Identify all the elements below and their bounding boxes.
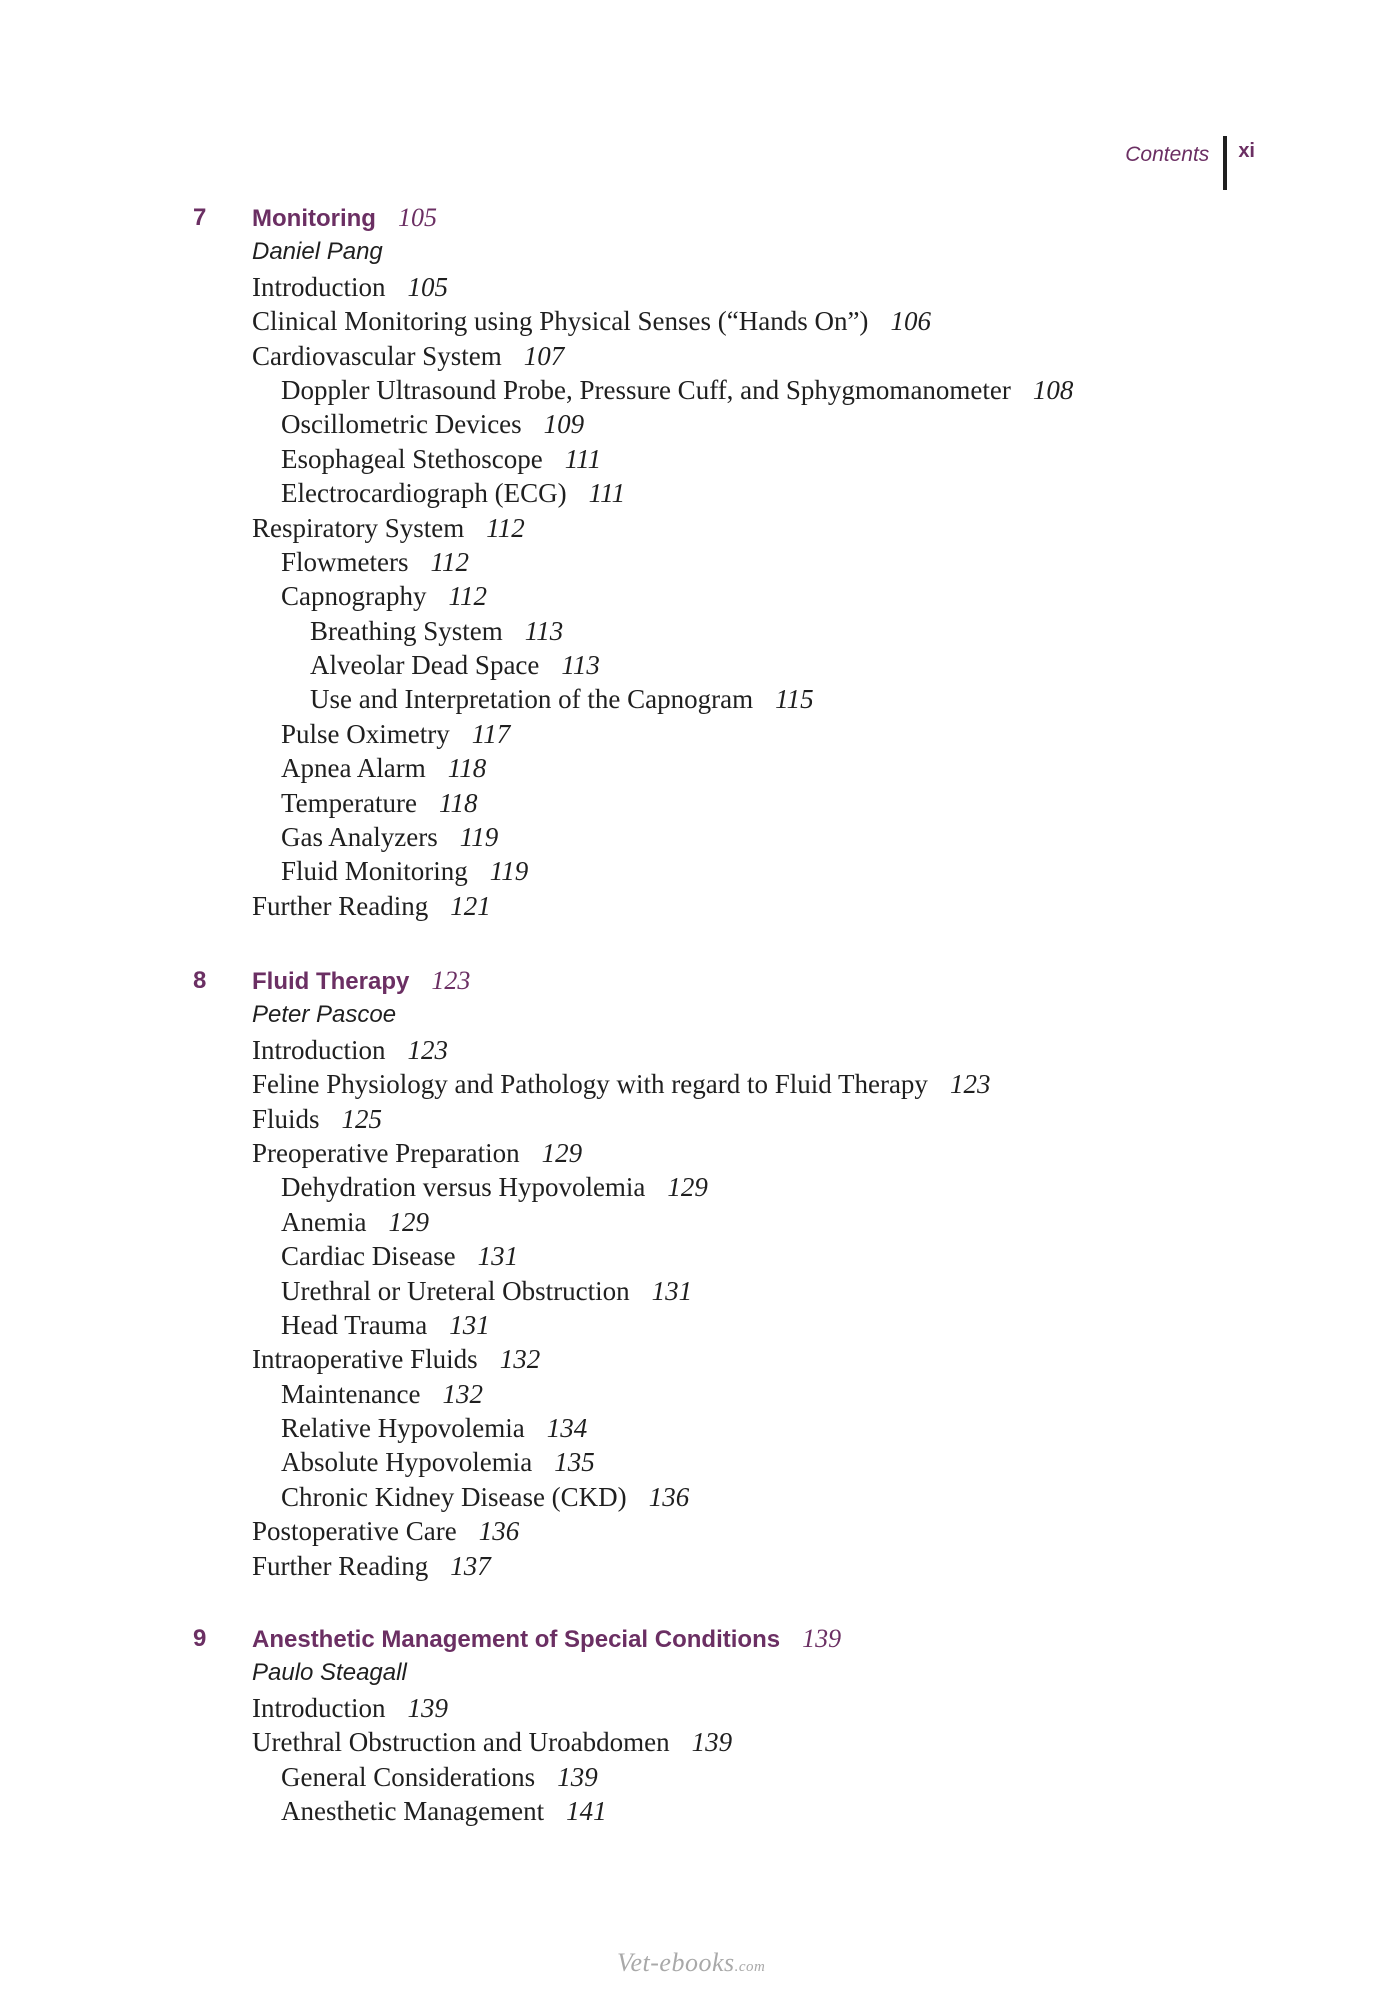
toc-entry-page: 129 bbox=[388, 1206, 429, 1237]
toc-entry-title: Fluids bbox=[252, 1103, 320, 1134]
toc-entry[interactable] bbox=[0, 476, 1393, 510]
toc-entry-level-2[interactable] bbox=[281, 1411, 587, 1445]
toc-entry-page: 113 bbox=[561, 650, 600, 681]
toc-entry[interactable] bbox=[0, 1725, 1393, 1759]
toc-entry-level-1[interactable] bbox=[252, 1725, 732, 1759]
toc-entry-title: Gas Analyzers bbox=[281, 822, 438, 853]
toc-entry-level-1[interactable] bbox=[252, 304, 931, 338]
toc-entry[interactable] bbox=[0, 304, 1393, 338]
toc-entry-level-2[interactable] bbox=[281, 717, 510, 751]
toc-entry-page: 119 bbox=[489, 856, 529, 887]
toc-entry-page: 106 bbox=[890, 306, 931, 337]
toc-entry-title: Cardiac Disease bbox=[281, 1241, 456, 1272]
toc-entry[interactable] bbox=[0, 1480, 1393, 1514]
toc-entry-page: 112 bbox=[430, 546, 469, 577]
toc-entry[interactable] bbox=[0, 1067, 1393, 1101]
toc-entry[interactable] bbox=[0, 1308, 1393, 1342]
chapter-title[interactable] bbox=[252, 201, 437, 236]
toc-entry-page: 112 bbox=[486, 512, 525, 543]
chapter-heading[interactable] bbox=[0, 1622, 1393, 1656]
toc-entry-page: 117 bbox=[471, 718, 511, 749]
toc-entry-page: 123 bbox=[407, 1034, 448, 1065]
toc-entry-page: 139 bbox=[691, 1727, 733, 1758]
chapter-number: 9 bbox=[193, 1625, 207, 1652]
toc-entry[interactable] bbox=[0, 1342, 1393, 1376]
author-row bbox=[0, 1656, 1393, 1690]
chapter-author: Peter Pascoe bbox=[252, 1001, 397, 1029]
toc-entry-page: 112 bbox=[448, 581, 487, 612]
toc-entry-page: 121 bbox=[450, 890, 491, 921]
header-rule bbox=[1223, 136, 1227, 190]
toc-entry-level-2[interactable] bbox=[281, 407, 584, 441]
toc-entry-level-2[interactable] bbox=[281, 1274, 692, 1308]
toc-entry-title: Doppler Ultrasound Probe, Pressure Cuff, and Sphygmomanometer bbox=[281, 374, 1011, 405]
chapter-page: 105 bbox=[397, 203, 437, 232]
toc-entry-page: 131 bbox=[651, 1275, 693, 1306]
toc-entry-title: Electrocardiograph (ECG) bbox=[281, 478, 567, 509]
chapter-block bbox=[0, 201, 1393, 923]
toc-entry-page: 137 bbox=[450, 1550, 491, 1581]
chapter-author: Daniel Pang bbox=[252, 238, 383, 266]
toc-entry[interactable] bbox=[0, 1760, 1393, 1794]
chapter-title-text: Fluid Therapy bbox=[252, 968, 410, 995]
toc-entry-level-1[interactable] bbox=[252, 1342, 540, 1376]
toc-entry-title: Esophageal Stethoscope bbox=[281, 443, 543, 474]
toc-entry-title: Maintenance bbox=[281, 1378, 421, 1409]
toc-entry-page: 119 bbox=[459, 822, 499, 853]
toc-entry[interactable] bbox=[0, 751, 1393, 785]
toc-entry-page: 105 bbox=[407, 271, 448, 302]
chapter-page: 139 bbox=[802, 1624, 842, 1653]
toc-entry[interactable] bbox=[0, 1102, 1393, 1136]
toc-entry-title: Introduction bbox=[252, 1034, 386, 1065]
chapter-title-text: Anesthetic Management of Special Conditions bbox=[252, 1626, 781, 1653]
toc-entry[interactable] bbox=[0, 1411, 1393, 1445]
toc-entry[interactable] bbox=[0, 1514, 1393, 1548]
running-header-section: Contents bbox=[1125, 143, 1210, 166]
toc-entry-title: Alveolar Dead Space bbox=[310, 650, 540, 681]
toc-entry-page: 136 bbox=[478, 1516, 520, 1547]
toc-entry-level-2[interactable] bbox=[281, 1377, 483, 1411]
toc-entry-level-3[interactable] bbox=[310, 648, 600, 682]
toc-entry-level-1[interactable] bbox=[252, 889, 491, 923]
toc-entry-title: Flowmeters bbox=[281, 546, 409, 577]
chapter-page: 123 bbox=[431, 966, 471, 995]
toc-entry-page: 132 bbox=[442, 1378, 483, 1409]
author-row bbox=[0, 998, 1393, 1032]
toc-entry-title: Introduction bbox=[252, 1692, 386, 1723]
toc-entry-page: 115 bbox=[775, 684, 814, 715]
toc-entry-level-2[interactable] bbox=[281, 1760, 598, 1794]
chapter-heading[interactable] bbox=[0, 201, 1393, 235]
toc-entry-level-2[interactable] bbox=[281, 476, 625, 510]
toc-entry[interactable] bbox=[0, 339, 1393, 373]
toc-entry-level-2[interactable] bbox=[281, 1480, 689, 1514]
toc-entry-page: 118 bbox=[447, 753, 487, 784]
toc-entry-level-1[interactable] bbox=[252, 1067, 990, 1101]
toc-entry-level-2[interactable] bbox=[281, 751, 486, 785]
watermark-text: Vet-ebooks bbox=[617, 1948, 735, 1977]
toc-entry-title: Temperature bbox=[281, 787, 418, 818]
toc-entry[interactable] bbox=[0, 1033, 1393, 1067]
watermark-suffix: .com bbox=[734, 1959, 766, 1975]
toc-entry-page: 131 bbox=[477, 1241, 519, 1272]
toc-entry[interactable] bbox=[0, 407, 1393, 441]
toc-entry-title: Further Reading bbox=[252, 890, 429, 921]
toc-entry-level-2[interactable] bbox=[281, 786, 478, 820]
toc-entry-title: Capnography bbox=[281, 581, 427, 612]
toc-entry-page: 135 bbox=[554, 1447, 595, 1478]
chapter-title[interactable] bbox=[252, 1622, 841, 1657]
toc-entry-title: Apnea Alarm bbox=[281, 753, 426, 784]
toc-entry[interactable] bbox=[0, 545, 1393, 579]
toc-entry-title: Feline Physiology and Pathology with regard to Fluid Therapy bbox=[252, 1069, 928, 1100]
chapter-title[interactable] bbox=[252, 964, 470, 999]
toc-entry-title: Further Reading bbox=[252, 1550, 429, 1581]
toc-entry-title: Introduction bbox=[252, 271, 386, 302]
toc-entry[interactable] bbox=[0, 270, 1393, 304]
toc-entry[interactable] bbox=[0, 1377, 1393, 1411]
toc-entry-page: 131 bbox=[449, 1309, 490, 1340]
toc-entry-page: 136 bbox=[648, 1481, 690, 1512]
toc-entry[interactable] bbox=[0, 614, 1393, 648]
toc-entry[interactable] bbox=[0, 442, 1393, 476]
toc-entry-level-2[interactable] bbox=[281, 1308, 490, 1342]
toc-entry-title: Intraoperative Fluids bbox=[252, 1344, 478, 1375]
toc-entry-level-1[interactable] bbox=[252, 339, 564, 373]
toc-entry-level-2[interactable] bbox=[281, 545, 469, 579]
toc-entry[interactable] bbox=[0, 1170, 1393, 1204]
toc-entry-title: Urethral or Ureteral Obstruction bbox=[281, 1275, 630, 1306]
toc-entry-level-1[interactable] bbox=[252, 270, 448, 304]
toc-entry-level-1[interactable] bbox=[252, 511, 525, 545]
toc-entry-level-3[interactable] bbox=[310, 614, 563, 648]
toc-entry-level-3[interactable] bbox=[310, 682, 814, 716]
toc-entry[interactable] bbox=[0, 820, 1393, 854]
chapter-author: Paulo Steagall bbox=[252, 1659, 407, 1687]
toc-entry-page: 111 bbox=[588, 478, 626, 509]
toc-entry[interactable] bbox=[0, 717, 1393, 751]
toc-entry-title: Breathing System bbox=[310, 615, 503, 646]
toc-entry-title: Anesthetic Management bbox=[281, 1795, 545, 1826]
toc-entry-title: Preoperative Preparation bbox=[252, 1137, 520, 1168]
toc-entry-level-2[interactable] bbox=[281, 1239, 518, 1273]
toc-entry[interactable] bbox=[0, 579, 1393, 613]
toc-entry[interactable] bbox=[0, 648, 1393, 682]
toc-entry[interactable] bbox=[0, 1274, 1393, 1308]
running-header bbox=[1125, 136, 1255, 190]
toc-entry-level-1[interactable] bbox=[252, 1691, 448, 1725]
toc-entry-title: Oscillometric Devices bbox=[281, 409, 522, 440]
chapter-title-text: Monitoring bbox=[252, 205, 376, 232]
toc-entry-level-1[interactable] bbox=[252, 1514, 519, 1548]
toc-entry-title: Anemia bbox=[281, 1206, 367, 1237]
toc-entry-title: Clinical Monitoring using Physical Senses (“Hands On”) bbox=[252, 306, 869, 337]
toc-entry-title: Respiratory System bbox=[252, 512, 465, 543]
toc-entry[interactable] bbox=[0, 1445, 1393, 1479]
toc-entry-level-2[interactable] bbox=[281, 373, 1073, 407]
toc-entry-page: 113 bbox=[524, 615, 564, 646]
toc-entry-level-2[interactable] bbox=[281, 579, 487, 613]
toc-entry-title: Dehydration versus Hypovolemia bbox=[281, 1172, 646, 1203]
toc-entry[interactable] bbox=[0, 786, 1393, 820]
toc-entry-page: 125 bbox=[341, 1103, 383, 1134]
toc-entry-page: 139 bbox=[407, 1692, 448, 1723]
toc-entry[interactable] bbox=[0, 854, 1393, 888]
toc-entry-title: Chronic Kidney Disease (CKD) bbox=[281, 1481, 627, 1512]
toc-entry-page: 141 bbox=[566, 1795, 607, 1826]
toc-entry-page: 123 bbox=[949, 1069, 991, 1100]
toc-entry[interactable] bbox=[0, 1205, 1393, 1239]
toc-entry[interactable] bbox=[0, 511, 1393, 545]
toc-entry[interactable] bbox=[0, 373, 1393, 407]
toc-entry[interactable] bbox=[0, 1691, 1393, 1725]
toc-entry-level-1[interactable] bbox=[252, 1136, 582, 1170]
toc-entry-level-2[interactable] bbox=[281, 442, 601, 476]
toc-entry-title: Fluid Monitoring bbox=[281, 856, 468, 887]
toc-entry-page: 132 bbox=[499, 1344, 541, 1375]
toc-entry-page: 108 bbox=[1032, 374, 1074, 405]
toc-entry-page: 129 bbox=[541, 1137, 583, 1168]
toc-entry[interactable] bbox=[0, 889, 1393, 923]
toc-entry-title: Use and Interpretation of the Capnogram bbox=[310, 684, 754, 715]
toc-entry-title: Postoperative Care bbox=[252, 1516, 457, 1547]
chapter-block bbox=[0, 964, 1393, 1583]
toc-entry[interactable] bbox=[0, 1549, 1393, 1583]
toc-entry-level-2[interactable] bbox=[281, 1170, 708, 1204]
toc-entry-title: Absolute Hypovolemia bbox=[281, 1447, 533, 1478]
toc-entry-page: 111 bbox=[564, 443, 602, 474]
toc-entry-page: 109 bbox=[543, 409, 585, 440]
toc-entry-title: Cardiovascular System bbox=[252, 340, 502, 371]
toc-entry-title: Urethral Obstruction and Uroabdomen bbox=[252, 1727, 670, 1758]
toc-entry-page: 118 bbox=[439, 787, 478, 818]
toc-entry[interactable] bbox=[0, 1794, 1393, 1828]
toc-entry-level-2[interactable] bbox=[281, 854, 528, 888]
toc-entry-level-1[interactable] bbox=[252, 1102, 382, 1136]
chapter-heading[interactable] bbox=[0, 964, 1393, 998]
toc-entry-page: 134 bbox=[546, 1413, 588, 1444]
toc-entry[interactable] bbox=[0, 682, 1393, 716]
toc-entry-level-1[interactable] bbox=[252, 1033, 448, 1067]
toc-entry-page: 129 bbox=[667, 1172, 708, 1203]
chapter-number: 7 bbox=[193, 204, 207, 231]
toc-entry-level-2[interactable] bbox=[281, 1205, 429, 1239]
watermark-logo bbox=[617, 1948, 765, 1978]
toc-entry-level-1[interactable] bbox=[252, 1549, 491, 1583]
toc-entry[interactable] bbox=[0, 1136, 1393, 1170]
toc-entry[interactable] bbox=[0, 1239, 1393, 1273]
toc-entry-title: Head Trauma bbox=[281, 1309, 428, 1340]
toc-entry-page: 139 bbox=[557, 1761, 598, 1792]
toc-entry-title: Relative Hypovolemia bbox=[281, 1413, 525, 1444]
author-row bbox=[0, 235, 1393, 269]
toc-entry-page: 107 bbox=[523, 340, 565, 371]
chapter-block bbox=[0, 1622, 1393, 1828]
toc-entry-level-2[interactable] bbox=[281, 820, 498, 854]
toc-entry-level-2[interactable] bbox=[281, 1794, 607, 1828]
chapter-number: 8 bbox=[193, 967, 207, 994]
toc-entry-title: Pulse Oximetry bbox=[281, 718, 450, 749]
toc-entry-title: General Considerations bbox=[281, 1761, 536, 1792]
page-number: xi bbox=[1238, 140, 1255, 162]
toc-entry-level-2[interactable] bbox=[281, 1445, 595, 1479]
